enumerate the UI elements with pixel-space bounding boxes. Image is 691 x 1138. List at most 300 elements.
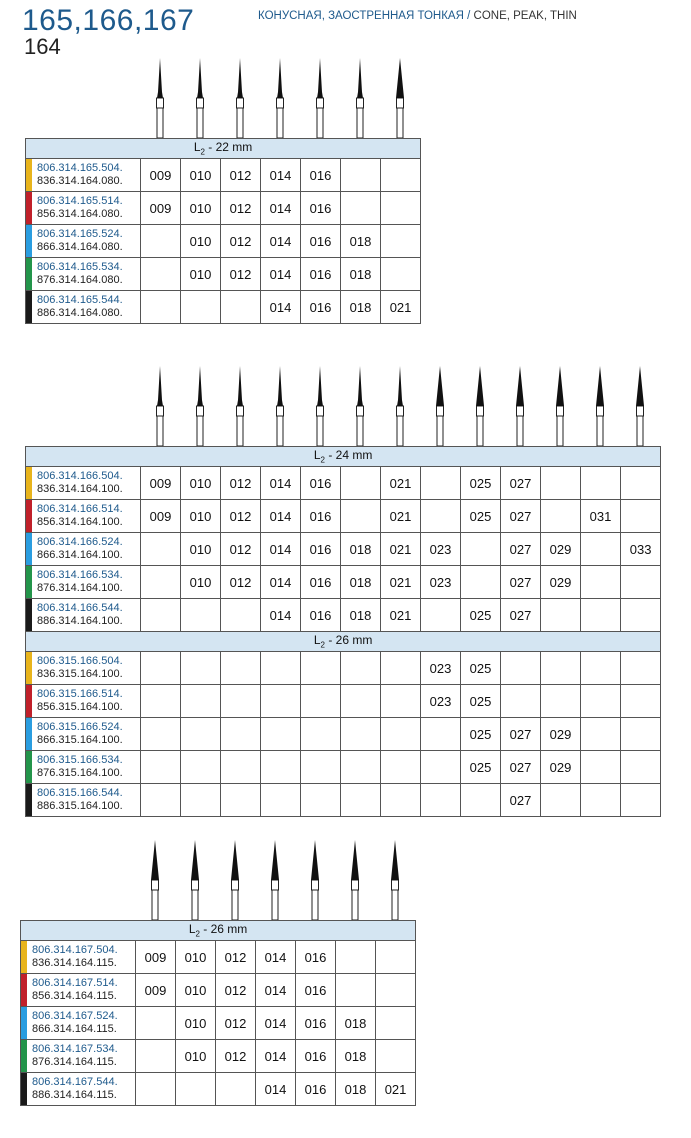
grit-color-strip xyxy=(21,1007,27,1039)
size-cell: 009 xyxy=(136,941,176,974)
table-row xyxy=(26,718,661,751)
article-code-secondary: 876.315.164.100. xyxy=(37,767,123,779)
size-cell: 010 xyxy=(176,1007,216,1040)
size-cell xyxy=(581,467,621,500)
article-code-secondary: 856.314.164.080. xyxy=(37,208,123,220)
size-cell: 010 xyxy=(176,941,216,974)
bur-image xyxy=(273,366,281,446)
size-cell xyxy=(621,599,661,632)
size-cell xyxy=(261,685,301,718)
size-cell: 012 xyxy=(216,941,256,974)
size-table xyxy=(25,138,421,324)
size-cell: 021 xyxy=(381,599,421,632)
grit-color-strip xyxy=(21,1040,27,1072)
article-code-primary: 806.314.167.504. xyxy=(32,944,118,956)
size-cell xyxy=(141,291,181,324)
size-cell: 014 xyxy=(261,599,301,632)
size-cell: 012 xyxy=(216,1040,256,1073)
size-cell xyxy=(581,784,621,817)
size-cell xyxy=(141,718,181,751)
length-symbol: L xyxy=(193,140,201,155)
bur-image xyxy=(353,366,361,446)
bur-image xyxy=(228,840,236,920)
size-cell: 023 xyxy=(421,566,461,599)
size-cell xyxy=(541,685,581,718)
size-cell xyxy=(341,467,381,500)
size-cell: 018 xyxy=(341,566,381,599)
grit-color-strip xyxy=(26,192,32,224)
grit-color-strip xyxy=(26,533,32,565)
size-cell xyxy=(136,1040,176,1073)
size-cell xyxy=(581,566,621,599)
bur-image xyxy=(388,840,396,920)
bur-image xyxy=(268,840,276,920)
article-code-cell xyxy=(21,1040,136,1073)
size-cell xyxy=(581,718,621,751)
size-cell xyxy=(541,599,581,632)
size-cell: 010 xyxy=(181,225,221,258)
article-code-primary: 806.314.165.514. xyxy=(37,195,123,207)
grit-color-strip xyxy=(26,258,32,290)
grit-color-strip xyxy=(26,784,32,816)
size-cell xyxy=(381,718,421,751)
size-cell: 012 xyxy=(216,974,256,1007)
bur-image xyxy=(473,366,481,446)
bur-image xyxy=(188,840,196,920)
article-code-secondary: 866.314.164.115. xyxy=(32,1023,117,1035)
size-cell xyxy=(216,1073,256,1106)
article-code-cell xyxy=(26,159,141,192)
article-code-secondary: 836.315.164.100. xyxy=(37,668,123,680)
length-symbol: L xyxy=(188,922,196,937)
article-code-primary: 806.314.166.504. xyxy=(37,470,123,482)
table-row xyxy=(21,1073,416,1106)
bur-image xyxy=(553,366,561,446)
size-cell xyxy=(141,533,181,566)
size-cell xyxy=(381,652,421,685)
size-cell: 016 xyxy=(301,533,341,566)
article-code-primary: 806.314.165.504. xyxy=(37,162,123,174)
bur-image xyxy=(593,366,601,446)
size-cell xyxy=(621,718,661,751)
size-cell: 009 xyxy=(136,974,176,1007)
size-cell: 021 xyxy=(381,566,421,599)
size-cell xyxy=(381,751,421,784)
size-cell: 016 xyxy=(301,258,341,291)
article-code-secondary: 836.314.164.080. xyxy=(37,175,123,187)
table-row xyxy=(21,1007,416,1040)
size-cell: 012 xyxy=(221,159,261,192)
size-cell xyxy=(136,1007,176,1040)
size-cell: 033 xyxy=(621,533,661,566)
size-cell: 014 xyxy=(256,974,296,1007)
size-cell xyxy=(181,652,221,685)
size-cell xyxy=(301,652,341,685)
size-cell xyxy=(421,784,461,817)
size-cell: 021 xyxy=(376,1073,416,1106)
length-subscript: 2 xyxy=(320,455,325,465)
size-cell xyxy=(301,751,341,784)
size-cell xyxy=(376,1007,416,1040)
size-cell: 027 xyxy=(501,500,541,533)
length-value: - 22 mm xyxy=(204,140,253,155)
grit-color-strip xyxy=(26,751,32,783)
size-cell: 012 xyxy=(221,225,261,258)
bur-image xyxy=(233,366,241,446)
size-cell: 012 xyxy=(221,467,261,500)
size-cell: 009 xyxy=(141,192,181,225)
size-cell xyxy=(381,784,421,817)
length-label xyxy=(26,632,661,652)
size-cell xyxy=(541,652,581,685)
article-code-cell xyxy=(21,1007,136,1040)
size-cell xyxy=(421,751,461,784)
description-separator: / xyxy=(463,10,474,22)
table-row xyxy=(26,533,661,566)
article-code-primary: 806.315.166.544. xyxy=(37,787,123,799)
size-cell xyxy=(621,652,661,685)
length-symbol: L xyxy=(313,448,321,463)
bur-image xyxy=(513,366,521,446)
size-cell xyxy=(261,784,301,817)
article-code-secondary: 876.314.164.080. xyxy=(37,274,123,286)
size-cell: 010 xyxy=(181,258,221,291)
size-cell: 010 xyxy=(181,467,221,500)
bur-image xyxy=(348,840,356,920)
article-code-primary: 806.315.166.524. xyxy=(37,721,123,733)
size-cell: 009 xyxy=(141,159,181,192)
size-cell: 027 xyxy=(501,751,541,784)
size-cell: 025 xyxy=(461,718,501,751)
size-cell xyxy=(141,685,181,718)
article-code-secondary: 866.314.164.080. xyxy=(37,241,123,253)
bur-image xyxy=(308,840,316,920)
size-cell xyxy=(261,652,301,685)
article-code-primary: 806.314.167.524. xyxy=(32,1010,118,1022)
size-cell: 021 xyxy=(381,500,421,533)
size-cell: 014 xyxy=(256,1073,296,1106)
length-subscript: 2 xyxy=(320,640,325,650)
grit-color-strip xyxy=(21,1073,27,1105)
bur-image xyxy=(233,58,241,138)
size-cell xyxy=(141,784,181,817)
size-cell: 014 xyxy=(261,159,301,192)
table-row xyxy=(26,652,661,685)
table-row xyxy=(26,192,421,225)
size-cell: 027 xyxy=(501,599,541,632)
size-cell: 021 xyxy=(381,291,421,324)
page-title: 165,166,167 xyxy=(22,4,195,37)
size-cell: 016 xyxy=(296,1007,336,1040)
section-header-row xyxy=(21,921,416,941)
article-code-secondary: 866.314.164.100. xyxy=(37,549,123,561)
size-cell: 029 xyxy=(541,751,581,784)
length-label xyxy=(26,447,661,467)
article-code-primary: 806.314.166.524. xyxy=(37,536,123,548)
size-cell xyxy=(221,685,261,718)
size-cell: 021 xyxy=(381,533,421,566)
article-code-cell xyxy=(26,599,141,632)
size-cell: 029 xyxy=(541,718,581,751)
article-code-secondary: 886.315.164.100. xyxy=(37,800,123,812)
size-cell xyxy=(621,467,661,500)
article-code-primary: 806.314.167.544. xyxy=(32,1076,118,1088)
grit-color-strip xyxy=(26,652,32,684)
size-cell: 014 xyxy=(261,566,301,599)
article-code-primary: 806.315.166.514. xyxy=(37,688,123,700)
length-value: - 24 mm xyxy=(325,448,373,463)
bur-image xyxy=(148,840,156,920)
bur-image xyxy=(393,58,401,138)
size-cell xyxy=(301,718,341,751)
size-cell xyxy=(341,751,381,784)
size-cell: 025 xyxy=(461,652,501,685)
size-cell xyxy=(376,974,416,1007)
bur-block-166 xyxy=(25,366,663,812)
article-code-secondary: 866.315.164.100. xyxy=(37,734,123,746)
length-subscript: 2 xyxy=(195,929,200,939)
size-cell: 027 xyxy=(501,533,541,566)
size-cell: 012 xyxy=(221,258,261,291)
article-code-cell xyxy=(26,652,141,685)
size-cell: 012 xyxy=(216,1007,256,1040)
size-cell xyxy=(141,751,181,784)
length-label xyxy=(21,921,416,941)
size-cell: 014 xyxy=(256,1007,296,1040)
size-cell: 016 xyxy=(301,225,341,258)
size-cell: 016 xyxy=(301,192,341,225)
size-cell: 027 xyxy=(501,718,541,751)
size-cell xyxy=(421,500,461,533)
article-code-cell xyxy=(26,566,141,599)
size-cell xyxy=(221,718,261,751)
bur-image xyxy=(313,58,321,138)
grit-color-strip xyxy=(26,685,32,717)
table-row xyxy=(26,751,661,784)
size-cell: 016 xyxy=(301,291,341,324)
article-code-secondary: 856.314.164.115. xyxy=(32,990,117,1002)
article-code-cell xyxy=(21,1073,136,1106)
size-cell: 014 xyxy=(261,258,301,291)
size-cell: 018 xyxy=(336,1007,376,1040)
size-cell: 016 xyxy=(301,566,341,599)
size-cell: 018 xyxy=(341,599,381,632)
size-cell xyxy=(381,258,421,291)
article-code-secondary: 886.314.164.080. xyxy=(37,307,123,319)
article-code-primary: 806.314.166.544. xyxy=(37,602,123,614)
article-code-cell xyxy=(26,192,141,225)
bur-image xyxy=(393,366,401,446)
bur-illustrations xyxy=(25,366,663,446)
size-cell xyxy=(376,1040,416,1073)
table-row xyxy=(26,159,421,192)
size-cell xyxy=(581,751,621,784)
size-cell: 016 xyxy=(296,974,336,1007)
size-cell xyxy=(336,941,376,974)
article-code-secondary: 836.314.164.100. xyxy=(37,483,123,495)
article-code-primary: 806.315.166.504. xyxy=(37,655,123,667)
bur-image xyxy=(353,58,361,138)
size-cell xyxy=(461,566,501,599)
article-code-primary: 806.314.166.534. xyxy=(37,569,123,581)
bur-block-165 xyxy=(25,58,423,319)
size-cell xyxy=(421,718,461,751)
article-code-cell xyxy=(21,974,136,1007)
table-row xyxy=(26,291,421,324)
size-cell xyxy=(221,652,261,685)
size-cell: 009 xyxy=(141,467,181,500)
bur-image xyxy=(153,366,161,446)
table-row xyxy=(26,599,661,632)
table-row xyxy=(26,685,661,718)
grit-color-strip xyxy=(21,941,27,973)
size-cell xyxy=(341,718,381,751)
bur-image xyxy=(193,366,201,446)
size-cell xyxy=(341,685,381,718)
description-ru: КОНУСНАЯ, ЗАОСТРЕННАЯ ТОНКАЯ xyxy=(258,10,464,22)
grit-color-strip xyxy=(26,566,32,598)
size-cell xyxy=(141,225,181,258)
size-cell: 010 xyxy=(181,159,221,192)
size-cell xyxy=(141,258,181,291)
article-code-cell xyxy=(21,941,136,974)
size-cell: 014 xyxy=(261,225,301,258)
size-table xyxy=(25,446,661,817)
grit-color-strip xyxy=(26,500,32,532)
size-cell xyxy=(136,1073,176,1106)
size-cell xyxy=(341,652,381,685)
size-cell xyxy=(501,652,541,685)
size-cell: 014 xyxy=(261,500,301,533)
bur-image xyxy=(273,58,281,138)
section-header-row xyxy=(26,447,661,467)
size-cell: 016 xyxy=(301,159,341,192)
size-cell: 014 xyxy=(261,192,301,225)
size-cell: 025 xyxy=(461,500,501,533)
size-cell: 025 xyxy=(461,599,501,632)
size-cell xyxy=(581,533,621,566)
size-cell: 014 xyxy=(261,533,301,566)
size-cell xyxy=(381,685,421,718)
size-cell: 010 xyxy=(181,500,221,533)
article-code-secondary: 886.314.164.115. xyxy=(32,1089,117,1101)
size-cell xyxy=(181,599,221,632)
size-cell xyxy=(181,685,221,718)
size-table xyxy=(20,920,416,1106)
article-code-cell xyxy=(26,751,141,784)
size-cell: 012 xyxy=(221,533,261,566)
size-cell xyxy=(221,751,261,784)
bur-block-167 xyxy=(20,840,418,1101)
article-code-cell xyxy=(26,718,141,751)
size-cell xyxy=(621,751,661,784)
size-cell xyxy=(376,941,416,974)
article-code-secondary: 856.314.164.100. xyxy=(37,516,123,528)
table-row xyxy=(21,974,416,1007)
size-cell: 018 xyxy=(341,291,381,324)
size-cell: 018 xyxy=(336,1073,376,1106)
size-cell xyxy=(381,225,421,258)
size-cell xyxy=(621,500,661,533)
size-cell xyxy=(261,751,301,784)
size-cell: 029 xyxy=(541,566,581,599)
article-code-secondary: 836.314.164.115. xyxy=(32,957,117,969)
size-cell: 018 xyxy=(341,533,381,566)
size-cell xyxy=(301,784,341,817)
size-cell xyxy=(421,467,461,500)
size-cell: 031 xyxy=(581,500,621,533)
size-cell xyxy=(621,685,661,718)
grit-color-strip xyxy=(26,718,32,750)
size-cell: 023 xyxy=(421,533,461,566)
bur-image xyxy=(313,366,321,446)
size-cell: 025 xyxy=(461,685,501,718)
length-subscript: 2 xyxy=(200,147,205,157)
size-cell: 010 xyxy=(176,974,216,1007)
size-cell xyxy=(421,599,461,632)
article-code-secondary: 886.314.164.100. xyxy=(37,615,123,627)
grit-color-strip xyxy=(26,159,32,191)
size-cell: 014 xyxy=(256,941,296,974)
size-cell xyxy=(341,500,381,533)
size-cell: 018 xyxy=(341,225,381,258)
length-value: - 26 mm xyxy=(199,922,248,937)
grit-color-strip xyxy=(26,599,32,631)
size-cell xyxy=(541,467,581,500)
article-code-secondary: 856.315.164.100. xyxy=(37,701,123,713)
size-cell: 018 xyxy=(336,1040,376,1073)
size-cell: 016 xyxy=(301,467,341,500)
size-cell xyxy=(341,784,381,817)
page-subtitle: 164 xyxy=(24,34,61,59)
size-cell xyxy=(221,784,261,817)
size-cell xyxy=(501,685,541,718)
article-code-cell xyxy=(26,467,141,500)
table-row xyxy=(26,566,661,599)
bur-illustrations xyxy=(20,840,418,920)
size-cell xyxy=(181,751,221,784)
length-symbol: L xyxy=(313,633,321,648)
size-cell: 012 xyxy=(221,566,261,599)
size-cell: 009 xyxy=(141,500,181,533)
table-row xyxy=(21,941,416,974)
size-cell: 027 xyxy=(501,566,541,599)
size-cell: 025 xyxy=(461,751,501,784)
size-cell: 010 xyxy=(181,566,221,599)
size-cell xyxy=(621,784,661,817)
size-cell: 021 xyxy=(381,467,421,500)
size-cell xyxy=(581,599,621,632)
article-code-primary: 806.314.167.514. xyxy=(32,977,118,989)
size-cell xyxy=(141,599,181,632)
article-code-secondary: 876.314.164.115. xyxy=(32,1056,117,1068)
size-cell xyxy=(341,159,381,192)
table-row xyxy=(21,1040,416,1073)
table-row xyxy=(26,467,661,500)
article-code-cell xyxy=(26,784,141,817)
size-cell: 025 xyxy=(461,467,501,500)
size-cell xyxy=(581,685,621,718)
size-cell: 010 xyxy=(181,533,221,566)
size-cell: 014 xyxy=(261,291,301,324)
article-code-primary: 806.314.167.534. xyxy=(32,1043,118,1055)
product-description xyxy=(258,10,577,22)
size-cell xyxy=(141,652,181,685)
size-cell: 027 xyxy=(501,467,541,500)
article-code-cell xyxy=(26,533,141,566)
section-header-row xyxy=(26,632,661,652)
table-row xyxy=(26,258,421,291)
